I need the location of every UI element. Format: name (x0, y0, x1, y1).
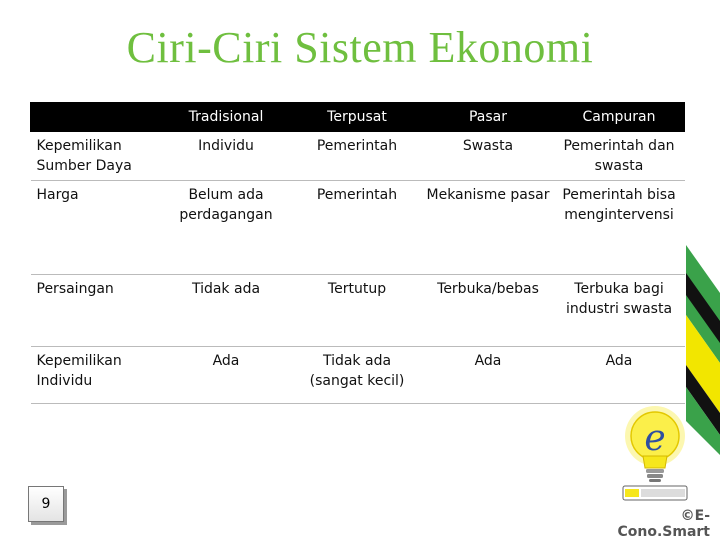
header-pasar: Pasar (423, 103, 554, 132)
table-cell: Swasta (423, 132, 554, 181)
slide-title: Ciri-Ciri Sistem Ekonomi (126, 23, 594, 72)
table-cell: Tidak ada (sangat kecil) (292, 347, 423, 404)
table-cell: Mekanisme pasar (423, 181, 554, 275)
table-cell: Ada (161, 347, 292, 404)
table-cell: Terbuka bagi industri swasta (554, 275, 685, 347)
table-cell: Pemerintah (292, 132, 423, 181)
header-tradisional: Tradisional (161, 103, 292, 132)
table-cell: Ada (554, 347, 685, 404)
table-row (31, 275, 685, 347)
table-row (31, 347, 685, 404)
table-cell: Individu (161, 132, 292, 181)
table-cell: Tidak ada (161, 275, 292, 347)
table-header-row (31, 103, 685, 132)
table-cell: Pemerintah dan swasta (554, 132, 685, 181)
table-row (31, 181, 685, 275)
header-campuran: Campuran (554, 103, 685, 132)
table-row (31, 132, 685, 181)
row-label: Harga (31, 181, 161, 275)
svg-text:e: e (644, 418, 666, 459)
slide-number: 9 (28, 486, 64, 522)
economic-systems-table (30, 102, 685, 404)
header-terpusat: Terpusat (292, 103, 423, 132)
row-label: Persaingan (31, 275, 161, 347)
table-cell: Terbuka/bebas (423, 275, 554, 347)
table-cell: Belum ada perdagangan (161, 181, 292, 275)
row-label: Kepemilikan Individu (31, 347, 161, 404)
header-corner (31, 103, 161, 132)
row-label: Kepemilikan Sumber Daya (31, 132, 161, 181)
lightbulb-e-logo-icon (615, 400, 695, 505)
table-cell: Pemerintah bisa mengintervensi (554, 181, 685, 275)
copyright-text: ©E-Cono.Smart (617, 508, 710, 540)
table-cell: Ada (423, 347, 554, 404)
table-cell: Tertutup (292, 275, 423, 347)
table-cell: Pemerintah (292, 181, 423, 275)
